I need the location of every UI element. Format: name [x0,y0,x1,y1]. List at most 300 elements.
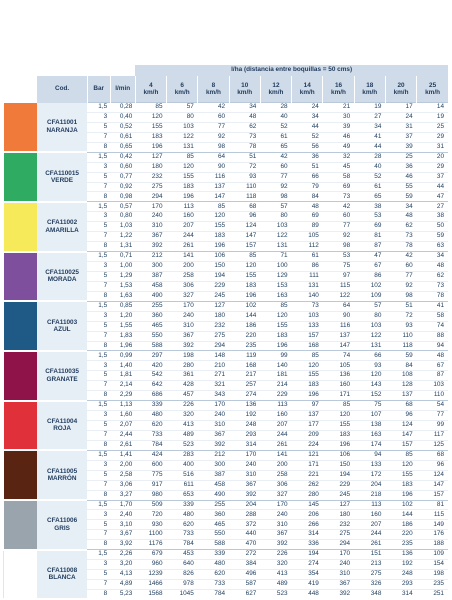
table-row [4,401,449,411]
lha-value: 240 [323,560,354,570]
lha-value: 214 [260,381,291,391]
lha-value: 30 [323,112,354,122]
col-header-speed [292,76,323,103]
lha-value: 245 [323,490,354,500]
flow-lmin: 3,20 [110,560,135,570]
nozzle-color-swatch [4,401,37,451]
lha-value: 326 [354,580,385,590]
lha-value: 367 [229,480,260,490]
lha-value: 56 [292,142,323,152]
lha-value: 85 [385,450,416,460]
lha-value: 653 [167,490,198,500]
flow-lmin: 1,41 [110,450,135,460]
lha-value: 183 [385,480,416,490]
table-row [4,301,449,311]
lha-value: 102 [385,500,416,510]
lha-value: 262 [292,480,323,490]
lha-value: 121 [292,450,323,460]
lha-value: 110 [417,391,448,401]
lha-value: 66 [292,172,323,182]
lha-value: 124 [385,421,416,431]
lha-value: 192 [385,560,416,570]
flow-lmin: 4,89 [110,580,135,590]
lha-value: 314 [229,440,260,450]
flow-rate-table-container [3,65,448,600]
speed-value: 25 [429,81,437,89]
lha-value: 453 [167,550,198,560]
nozzle-code: CFA110025 [45,268,79,276]
col-header-bar: Bar [87,76,110,103]
lha-value: 131 [292,281,323,291]
lha-value: 62 [385,222,416,232]
lha-value: 137 [323,331,354,341]
nozzle-code-cell [37,401,87,451]
lha-value: 207 [354,520,385,530]
lha-value: 419 [292,580,323,590]
speed-unit: km/h [174,88,190,96]
lha-value: 119 [229,351,260,361]
lha-value: 275 [135,182,166,192]
speed-value: 18 [366,81,374,89]
lha-value: 87 [417,371,448,381]
lha-value: 120 [229,262,260,272]
lha-value: 480 [198,560,229,570]
flow-lmin: 0,42 [110,152,135,162]
lha-value: 213 [354,560,385,570]
lha-value: 720 [135,510,166,520]
lha-value: 155 [323,421,354,431]
lha-value: 34 [229,103,260,113]
lha-value: 293 [229,430,260,440]
lha-value: 392 [135,242,166,252]
lha-value: 67 [417,361,448,371]
flow-lmin: 1,70 [110,500,135,510]
lha-value: 170 [323,550,354,560]
lha-value: 55 [385,182,416,192]
lha-value: 240 [167,311,198,321]
pressure-bar: 3 [87,212,110,222]
lha-value: 40 [354,162,385,172]
lha-value: 1100 [135,530,166,540]
lha-value: 490 [135,291,166,301]
lha-value: 85 [135,103,166,113]
lha-value: 122 [167,132,198,142]
lha-value: 85 [260,301,291,311]
lha-value: 37 [385,132,416,142]
lha-value: 784 [135,440,166,450]
lha-value: 96 [385,411,416,421]
lha-value: 196 [167,192,198,202]
lha-value: 261 [167,242,198,252]
lha-value: 51 [229,152,260,162]
pressure-bar: 5 [87,421,110,431]
lha-value: 212 [198,450,229,460]
lha-value: 72 [385,311,416,321]
lha-value: 232 [135,172,166,182]
lha-value: 80 [260,212,291,222]
lha-value: 102 [229,301,260,311]
pressure-bar: 3 [87,560,110,570]
speed-unit: km/h [362,88,378,96]
pressure-bar: 8 [87,490,110,500]
lha-value: 68 [229,202,260,212]
nozzle-code: CFA11001 [46,119,78,127]
lha-value: 103 [292,311,323,321]
lha-value: 196 [260,341,291,351]
nozzle-code-cell [37,500,87,550]
lha-value: 97 [323,271,354,281]
pressure-bar: 1,5 [87,450,110,460]
lha-value: 92 [323,232,354,242]
flow-lmin: 2,58 [110,470,135,480]
lha-value: 42 [260,152,291,162]
lha-value: 157 [417,490,448,500]
lha-value: 125 [417,440,448,450]
lha-value: 490 [198,490,229,500]
lha-value: 51 [292,162,323,172]
flow-lmin: 1,60 [110,411,135,421]
lha-value: 640 [167,560,198,570]
lha-value: 44 [292,122,323,132]
lha-value: 155 [292,371,323,381]
nozzle-color-swatch [4,450,37,500]
lha-value: 240 [135,212,166,222]
lha-value: 194 [292,550,323,560]
lha-value: 111 [292,271,323,281]
lha-value: 131 [167,142,198,152]
lha-value: 25 [417,122,448,132]
lha-value: 212 [135,252,166,262]
lha-value: 294 [198,341,229,351]
lha-value: 141 [167,252,198,262]
lha-value: 170 [260,500,291,510]
header-row-columns [4,76,449,103]
table-row [4,202,449,212]
lha-value: 90 [323,311,354,321]
lha-value: 733 [135,430,166,440]
nozzle-code: CFA11005 [46,467,78,475]
speed-value: 12 [272,81,280,89]
lha-value: 99 [260,351,291,361]
lha-value: 155 [135,122,166,132]
lha-value: 354 [292,570,323,580]
lha-value: 198 [167,351,198,361]
lha-value: 181 [260,371,291,381]
nozzle-color-swatch [4,103,37,153]
table-row [4,550,449,560]
lha-value: 113 [260,401,291,411]
lha-value: 120 [198,212,229,222]
lha-value: 157 [385,440,416,450]
lha-value: 143 [354,381,385,391]
lha-value: 73 [417,281,448,291]
lha-value: 115 [417,510,448,520]
flow-lmin: 2,44 [110,430,135,440]
lha-value: 29 [417,132,448,142]
flow-lmin: 4,13 [110,570,135,580]
lha-value: 97 [292,401,323,411]
lha-value: 775 [135,470,166,480]
lha-value: 84 [385,361,416,371]
lha-value: 679 [135,550,166,560]
speed-unit: km/h [393,88,409,96]
lha-value: 183 [260,331,291,341]
lha-value: 14 [417,103,448,113]
lha-value: 978 [167,580,198,590]
lha-value: 72 [229,162,260,172]
lha-value: 168 [229,361,260,371]
lha-value: 240 [198,411,229,421]
lha-value: 240 [229,460,260,470]
lha-value: 141 [260,450,291,460]
lha-value: 147 [323,341,354,351]
lha-value: 306 [260,480,291,490]
lha-value: 275 [198,331,229,341]
lha-value: 36 [385,162,416,172]
header-row-top [4,65,449,76]
lha-value: 51 [385,301,416,311]
nozzle-color-swatch [4,152,37,202]
flow-lmin: 0,99 [110,351,135,361]
lha-value: 34 [354,122,385,132]
pressure-bar: 8 [87,192,110,202]
pressure-bar: 8 [87,440,110,450]
lha-value: 489 [260,580,291,590]
lha-value: 180 [135,162,166,172]
lha-value: 196 [229,291,260,301]
lha-value: 138 [354,421,385,431]
lha-value: 218 [354,490,385,500]
lha-value: 78 [229,142,260,152]
col-header-speed [354,76,385,103]
lha-value: 57 [260,202,291,212]
lha-value: 149 [417,520,448,530]
lha-value: 127 [135,152,166,162]
pressure-bar: 8 [87,540,110,550]
lha-value: 59 [417,232,448,242]
pressure-bar: 5 [87,172,110,182]
lha-value: 283 [167,450,198,460]
lha-value: 24 [292,103,323,113]
pressure-bar: 1,5 [87,351,110,361]
lha-value: 266 [292,520,323,530]
lha-value: 67 [354,262,385,272]
lha-value: 272 [229,550,260,560]
lha-value: 57 [354,301,385,311]
pressure-bar: 7 [87,182,110,192]
lha-value: 147 [229,232,260,242]
lha-value: 367 [260,530,291,540]
flow-lmin: 1,96 [110,341,135,351]
lha-value: 960 [135,560,166,570]
lha-value: 321 [198,381,229,391]
lha-value: 980 [135,490,166,500]
nozzle-color-name: ROJA [53,425,71,433]
nozzle-code-cell [37,252,87,302]
lha-value: 19 [354,103,385,113]
lha-value: 77 [417,411,448,421]
lha-value: 206 [292,510,323,520]
header-swatch-blank [4,76,37,103]
lha-value: 157 [292,331,323,341]
flow-lmin: 1,20 [110,311,135,321]
flow-lmin: 3,06 [110,480,135,490]
lha-value: 686 [135,391,166,401]
lha-value: 163 [260,291,291,301]
lha-value: 52 [260,122,291,132]
lha-value: 39 [385,142,416,152]
lha-value: 194 [198,271,229,281]
lha-value: 310 [323,570,354,580]
lha-value: 41 [417,301,448,311]
lha-value: 47 [354,252,385,262]
pressure-bar: 3 [87,411,110,421]
lha-value: 300 [198,460,229,470]
lha-value: 642 [135,381,166,391]
nozzle-color-name: GRIS [54,524,70,532]
flow-lmin: 2,14 [110,381,135,391]
lha-value: 131 [260,242,291,252]
lha-value: 153 [260,281,291,291]
lha-value: 293 [385,580,416,590]
lha-value: 392 [167,341,198,351]
lha-value: 413 [260,570,291,580]
lha-value: 310 [229,470,260,480]
lha-value: 360 [198,510,229,520]
lha-value: 210 [198,361,229,371]
lha-value: 140 [292,291,323,301]
nozzle-color-name: MORADA [47,276,77,284]
table-row [4,252,449,262]
pressure-bar: 7 [87,281,110,291]
lha-value: 257 [229,381,260,391]
lha-value: 220 [229,331,260,341]
flow-lmin: 0,28 [110,103,135,113]
lha-value: 310 [167,321,198,331]
lha-value: 53 [354,212,385,222]
lha-value: 174 [354,440,385,450]
lha-value: 258 [167,271,198,281]
pressure-bar: 1,5 [87,301,110,311]
lha-value: 152 [354,391,385,401]
pressure-bar: 1,5 [87,252,110,262]
flow-lmin: 1,13 [110,401,135,411]
lha-value: 294 [323,540,354,550]
lha-value: 54 [417,401,448,411]
table-row [4,500,449,510]
lha-value: 74 [323,351,354,361]
lha-value: 122 [260,232,291,242]
pressure-bar: 7 [87,480,110,490]
lha-value: 172 [354,470,385,480]
pressure-bar: 3 [87,460,110,470]
lha-value: 50 [417,222,448,232]
lha-value: 367 [167,331,198,341]
lha-value: 209 [292,430,323,440]
nozzle-flow-table [3,65,448,600]
lha-value: 196 [385,490,416,500]
speed-value: 4 [149,81,153,89]
lha-value: 217 [229,371,260,381]
lha-value: 93 [354,361,385,371]
lha-value: 424 [135,450,166,460]
lha-value: 288 [229,510,260,520]
lha-value: 171 [323,391,354,401]
lha-value: 120 [323,411,354,421]
flow-lmin: 0,71 [110,252,135,262]
lha-value: 69 [292,212,323,222]
flow-lmin: 1,40 [110,361,135,371]
lha-value: 118 [229,192,260,202]
lha-value: 109 [354,291,385,301]
lha-value: 784 [198,589,229,598]
flow-lmin: 5,23 [110,589,135,598]
lha-value: 46 [385,172,416,182]
flow-lmin: 1,81 [110,371,135,381]
lha-value: 77 [198,122,229,132]
lha-value: 66 [354,351,385,361]
lha-value: 733 [198,580,229,590]
lha-value: 196 [198,242,229,252]
lha-value: 177 [292,421,323,431]
lha-value: 41 [354,132,385,142]
col-header-speed [417,76,448,103]
lha-value: 116 [198,172,229,182]
lha-value: 392 [323,589,354,598]
lha-value: 147 [417,480,448,490]
lha-value: 170 [229,450,260,460]
flow-lmin: 2,26 [110,550,135,560]
lha-value: 60 [260,162,291,172]
speed-value: 10 [241,81,249,89]
lha-value: 198 [417,570,448,580]
lha-value: 387 [198,470,229,480]
nozzle-code-cell [37,202,87,252]
lha-value: 103 [167,122,198,132]
nozzle-code: CFA110035 [45,368,79,376]
lha-value: 85 [323,401,354,411]
lha-value: 73 [323,192,354,202]
lha-value: 122 [323,291,354,301]
lha-value: 155 [229,271,260,281]
lha-value: 98 [198,142,229,152]
lha-value: 133 [354,460,385,470]
lha-value: 44 [417,182,448,192]
lha-value: 89 [292,222,323,232]
lha-value: 232 [323,520,354,530]
lha-value: 86 [292,262,323,272]
lha-value: 106 [198,252,229,262]
lha-value: 258 [260,470,291,480]
flow-lmin: 0,80 [110,212,135,222]
lha-value: 183 [167,182,198,192]
lha-value: 360 [135,311,166,321]
lha-value: 63 [417,242,448,252]
lha-value: 1239 [135,570,166,580]
lha-value: 387 [135,271,166,281]
lha-value: 155 [385,470,416,480]
nozzle-code: CFA11002 [46,219,78,227]
lha-value: 327 [167,291,198,301]
lha-value: 88 [417,331,448,341]
lha-value: 235 [417,580,448,590]
lha-value: 62 [417,271,448,281]
flow-lmin: 0,60 [110,162,135,172]
nozzle-color-swatch [4,252,37,302]
lha-value: 440 [229,530,260,540]
lha-value: 77 [323,222,354,232]
lha-value: 65 [260,142,291,152]
